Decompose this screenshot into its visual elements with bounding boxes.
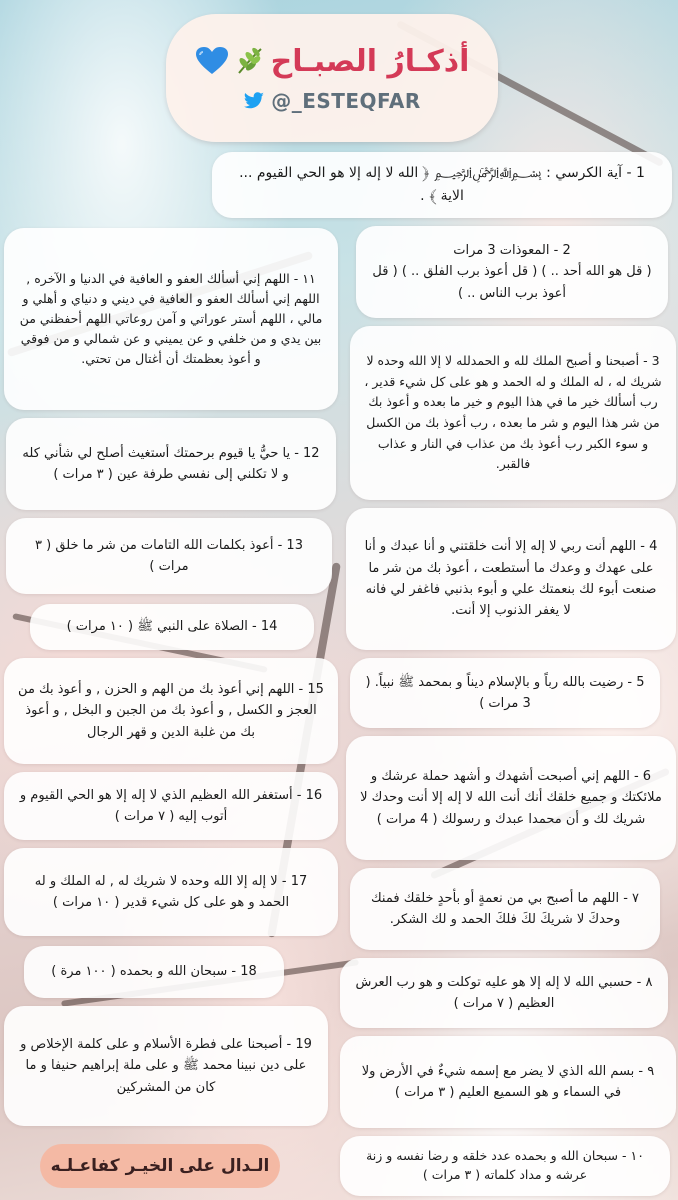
dhikr-card-5	[350, 658, 660, 728]
dhikr-card-2	[356, 226, 668, 318]
dhikr-text-3: 3 - أصبحنا و أصبح الملك لله و الحمدلله لا إلا الله وحده لا شريك له ، له الملك و له الحمد و هو على كل شيء قدير ، رب أسألك خير ما في هذا اليوم و خير ما بعده و أعوذ بك من شر هذا اليوم و شر ما بعده ، رب أعوذ بك من الكسل و سوء الكبر رب أعوذ بك من عذاب في النار و عذاب فالقبر.	[364, 353, 662, 472]
dhikr-card-13	[6, 518, 332, 594]
dhikr-text-15: 15 - اللهم إني أعوذ بك من الهم و الحزن , و أعوذ بك من العجز و الكسل , و أعوذ بك من الجبن و البخل , و أعوذ بك من غلبة الدين و قهر الرجال	[18, 681, 324, 740]
dhikr-text-6: 6 - اللهم إني أصبحت أشهدك و أشهد حملة عرشك و ملائكتك و جميع خلقك أنك أنت الله لا إله إلا أنت وحدك لا شريك لك و أن محمدا عبدك و رسولك ( 4 مرات )	[360, 768, 662, 827]
dhikr-card-14	[30, 604, 314, 650]
dhikr-card-7	[350, 868, 660, 950]
header-banner	[166, 14, 498, 142]
dhikr-text-14: 14 - الصلاة على النبي ﷺ ( ١٠ مرات )	[66, 619, 278, 635]
dhikr-text-13: 13 - أعوذ بكلمات الله التامات من شر ما خلق ( ٣ مرات )	[35, 537, 303, 574]
dhikr-card-19	[4, 1006, 328, 1126]
dhikr-card-8	[340, 958, 668, 1028]
dhikr-text-18: 18 - سبحان الله و بحمده ( ١٠٠ مرة )	[51, 964, 257, 980]
dhikr-text-19: 19 - أصبحنا على فطرة الأسلام و على كلمة الإخلاص و على دين نبينا محمد ﷺ و على ملة إبراهيم حنيفا و ما كان من المشركين	[20, 1036, 312, 1095]
dhikr-text-7: ٧ - اللهم ما أصبح بي من نعمةٍ أو بأحدٍ خلقك فمنك وحدكَ لا شريكَ لكَ فلكَ الحمد و لك الشكر.	[370, 890, 640, 927]
page-title: أذكـارُ الصبـاح	[270, 43, 470, 79]
dhikr-text-8: ٨ - حسبي الله لا إله إلا هو عليه توكلت و هو رب العرش العظيم ( ٧ مرات )	[355, 974, 653, 1011]
footer-slogan	[40, 1144, 280, 1188]
title-row	[195, 44, 470, 79]
dhikr-text-12: 12 - يا حيُّ يا قيوم برحمتك أستغيث أصلح لي شأني كله و لا تكلني إلى نفسي طرفة عين ( ٣ مرات )	[22, 445, 320, 482]
herb-icon	[235, 46, 265, 76]
dhikr-text-10: ١٠ - سبحان الله و بحمده عدد خلقه و رضا نفسه و زنة عرشه و مداد كلماته ( ٣ مرات )	[366, 1148, 644, 1182]
dhikr-text-5: 5 - رضيت بالله رباً و بالإسلام ديناً و بمحمد ﷺ نبياً. ( 3 مرات )	[365, 674, 645, 711]
dhikr-text-11: ١١ - اللهم إني أسألك العفو و العافية في الدنيا و الآخره , اللهم إني أسألك العفو و العافية في ديني و دنياي و أهلي و مالي ، اللهم أستر عوراتي و آمن روعاتي اللهم أحفظني من بين يدي و من خلفي و عن يميني و عن شمالي و من فوقي و أعوذ بعظمتك أن أغتال من تحتي.	[19, 271, 323, 366]
dhikr-card-12	[6, 418, 336, 510]
twitter-handle: @_ESTEQFAR	[271, 88, 421, 113]
twitter-handle-row[interactable]	[243, 89, 421, 113]
blue-heart-icon	[195, 46, 229, 76]
dhikr-card-9	[340, 1036, 676, 1128]
dhikr-card-15	[4, 658, 338, 764]
dhikr-text-16: 16 - أستغفر الله العظيم الذي لا إله إلا هو الحي القيوم و أتوب إليه ( ٧ مرات )	[19, 787, 323, 824]
dhikr-card-1	[212, 152, 672, 218]
dhikr-card-6	[346, 736, 676, 860]
dhikr-card-17	[4, 848, 338, 936]
dhikr-card-18	[24, 946, 284, 998]
dhikr-card-4	[346, 508, 676, 650]
dhikr-text-1: 1 - آية الكرسي : ﷽ ﴿ الله لا إله إلا هو الحي القيوم ... الاية ﴾ .	[239, 164, 645, 204]
dhikr-text-9: ٩ - بسم الله الذي لا يضر مع إسمه شيءٌ في الأرض ولا في السماء و هو السميع العليم ( ٣ مرات )	[361, 1063, 655, 1100]
footer-label: الـدال على الخيـر كفاعـلـه	[50, 1156, 270, 1176]
dhikr-card-11	[4, 228, 338, 410]
dhikr-card-3	[350, 326, 676, 500]
dhikr-text-17: 17 - لا إله إلا الله وحده لا شريك له , له الملك و له الحمد و هو على كل شيء قدير ( ١٠ مرات )	[34, 873, 308, 910]
dhikr-text-4: 4 - اللهم أنت ربي لا إله إلا أنت خلقتني و أنا عبدك و أنا على عهدك و وعدك ما أستطعت ، أعوذ بك من شر ما صنعت أبوء لك بنعمتك علي و أبوء بذنبي فاغفر لي فانه لا يغفر الذنوب إلا أنت.	[364, 539, 658, 619]
twitter-bird-icon	[243, 92, 265, 110]
dhikr-card-10	[340, 1136, 670, 1196]
dhikr-text-2: 2 - المعوذات 3 مرات ( قل هو الله أحد .. ) ( قل أعوذ برب الفلق .. ) ( قل أعوذ برب الناس .. )	[372, 242, 652, 301]
dhikr-card-16	[4, 772, 338, 840]
